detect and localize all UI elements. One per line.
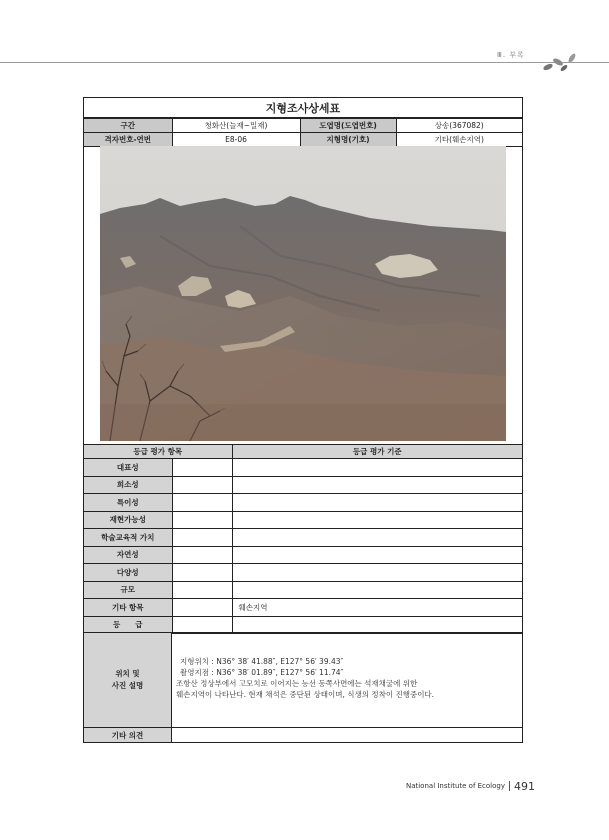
photo-coordinates: 촬영지점 : N36° 38′ 01.89″, E127° 56′ 11.74″ (180, 668, 344, 677)
grade-row-criteria (232, 529, 522, 547)
grade-row-value (172, 599, 232, 617)
description-line: 조항산 정상부에서 고모치로 이어지는 능선 동쪽사면에는 석재채굴에 위한 (176, 679, 418, 688)
location-label-line1: 위치 및 (115, 669, 140, 678)
map-sheet-label-cell: 도엽명(도엽번호) (300, 119, 396, 133)
grade-row-value (172, 581, 232, 599)
info-table (84, 118, 522, 147)
landform-label-cell: 지형명(기호) (300, 133, 396, 147)
grade-items-header: 등급 평가 항목 (84, 445, 232, 459)
grade-row-label: 특이성 (84, 494, 172, 512)
section-label-cell: 구간 (84, 119, 172, 133)
other-opinion-section (84, 727, 522, 742)
grade-row-value (172, 511, 232, 529)
location-description (172, 633, 522, 727)
other-opinion-label: 기타 의견 (84, 728, 172, 742)
grade-row-label: 다양성 (84, 564, 172, 582)
landform-value-cell: 기타(훼손지역) (396, 133, 522, 147)
grade-row-criteria (232, 616, 522, 634)
grade-row-label: 기타 항목 (84, 599, 172, 617)
institute-name: National Institute of Ecology (405, 782, 505, 790)
grade-row-criteria (232, 476, 522, 494)
site-photo (100, 146, 506, 441)
page-footer (395, 779, 535, 793)
grade-row (84, 616, 522, 634)
grade-criteria-header: 등급 평가 기준 (232, 445, 522, 459)
grade-row (84, 494, 522, 512)
grade-row-label: 학술교육적 가치 (84, 529, 172, 547)
description-line: 훼손지역이 나타난다. 현재 채석은 중단된 상태이며, 식생의 정착이 진행중이다. (176, 690, 435, 699)
grade-row-criteria (232, 546, 522, 564)
survey-sheet (83, 97, 523, 743)
sheet-title: 지형조사상세표 (84, 98, 522, 118)
grade-row-label: 재현가능성 (84, 511, 172, 529)
location-label (84, 633, 172, 727)
grade-row-criteria: 훼손지역 (232, 599, 522, 617)
grade-row-criteria (232, 511, 522, 529)
grade-row-criteria (232, 581, 522, 599)
leaf-ornament-icon (540, 52, 580, 74)
grade-row-label: 희소성 (84, 476, 172, 494)
grade-row-criteria (232, 494, 522, 512)
landform-coordinates: 지형위치 : N36° 38′ 41.88″, E127° 56′ 39.43″ (180, 657, 344, 666)
grade-row (84, 529, 522, 547)
grid-number-label-cell: 격자번호-연번 (84, 133, 172, 147)
grid-number-value-cell: E8-06 (172, 133, 300, 147)
header-rule (0, 62, 609, 63)
grade-row-value (172, 476, 232, 494)
grade-row (84, 564, 522, 582)
grade-row-value (172, 546, 232, 564)
grade-row (84, 476, 522, 494)
mountain-landscape-image (100, 146, 506, 441)
grade-row-label: 규모 (84, 581, 172, 599)
location-section (84, 632, 522, 727)
grade-row-label: 대표성 (84, 459, 172, 477)
grade-row-value (172, 494, 232, 512)
grade-row-criteria (232, 564, 522, 582)
location-label-line2: 사진 설명 (111, 681, 144, 690)
grade-row-value (172, 459, 232, 477)
page-number: 491 (514, 779, 535, 793)
section-label: Ⅲ. 부록 (497, 51, 525, 59)
grade-row-value (172, 564, 232, 582)
grade-row (84, 581, 522, 599)
grade-row (84, 546, 522, 564)
grade-row-value (172, 529, 232, 547)
section-value-cell: 청화산(늘재~밀재) (172, 119, 300, 133)
grade-row-criteria (232, 459, 522, 477)
map-sheet-value-cell: 상송(367082) (396, 119, 522, 133)
grade-row (84, 459, 522, 477)
grade-table (84, 444, 522, 634)
grade-row-label: 등 급 (84, 616, 172, 634)
footer-divider (509, 781, 510, 791)
grade-row-label: 자연성 (84, 546, 172, 564)
grade-row-value (172, 616, 232, 634)
grade-row (84, 599, 522, 617)
grade-row (84, 511, 522, 529)
